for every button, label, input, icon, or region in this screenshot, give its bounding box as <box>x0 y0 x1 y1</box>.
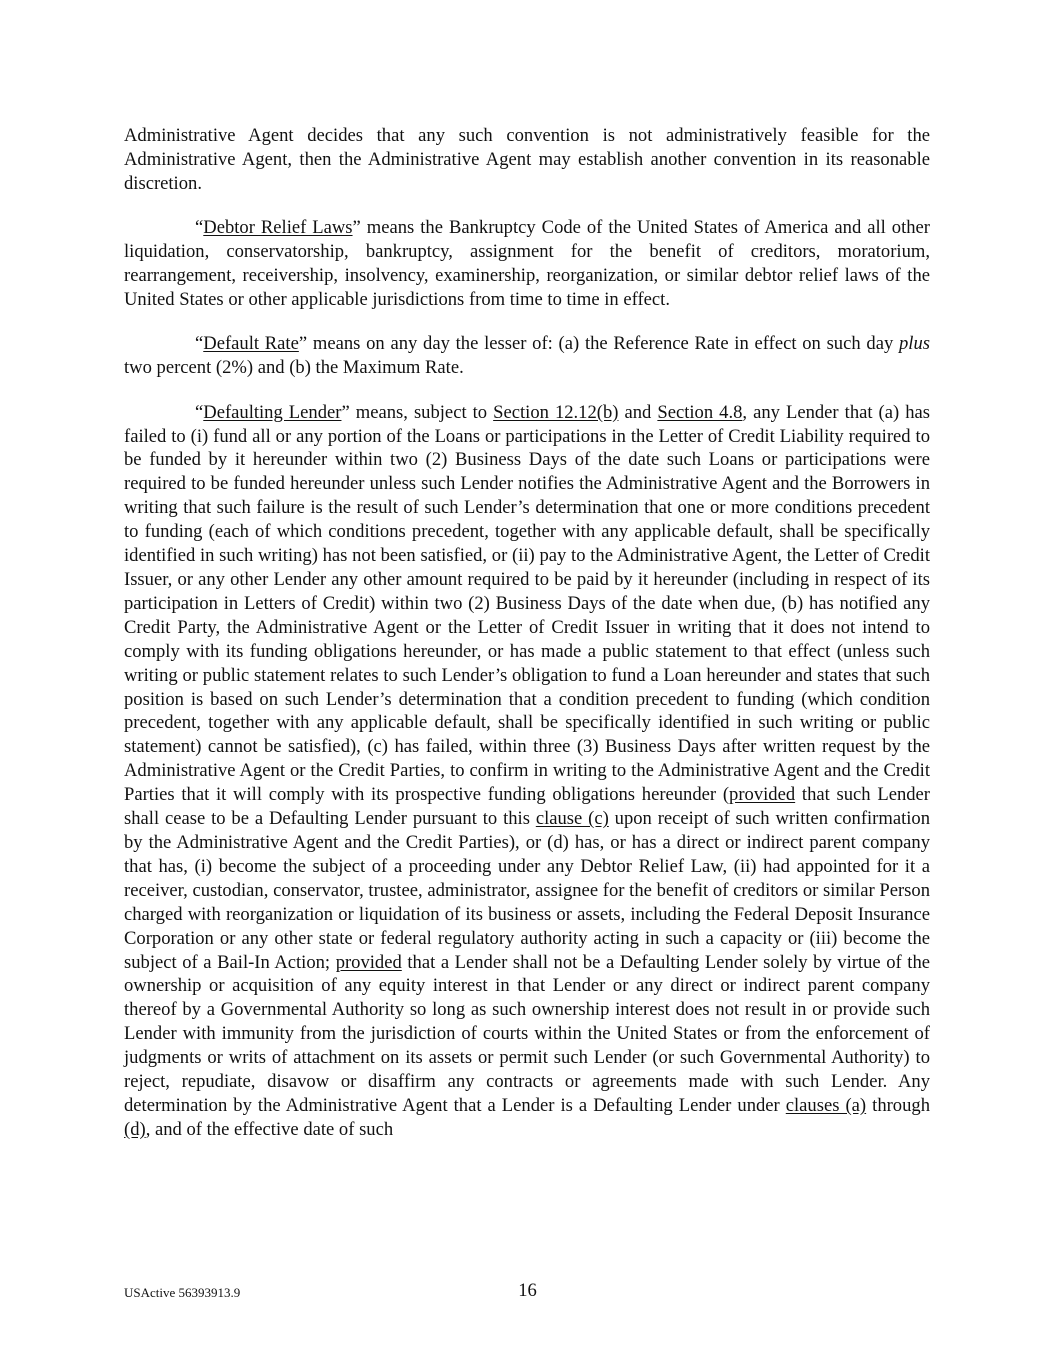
definition-body: upon receipt of such written confirmation by the Administrative Agent and the Credit Parties), or (d) has, or has a direct or indirect parent company that has, (i) become the subject of a proceeding under any Debtor Relief Law, (ii) had appointed for it a receiver, custodian, conservator, trustee, administrator, assignee for the benefit of creditors or similar Person charged with reorganization or liquidation of its business or assets, including the Federal Deposit Insurance Corporation or any other state or federal regulatory authority acting in such a capacity or (iii) become the subject of a Bail-In Action; <box>124 808 931 973</box>
defined-term: Defaulting Lender <box>203 401 342 423</box>
paragraph-continuation <box>124 124 930 196</box>
open-quote: “ <box>195 217 204 239</box>
open-quote: “ <box>195 333 204 355</box>
provided-term: provided <box>729 784 796 806</box>
provided-term: provided <box>335 951 402 973</box>
close-quote: ” <box>341 401 350 423</box>
definition-body: that such Lender shall cease to be a Defaulting Lender pursuant to this <box>124 784 931 830</box>
paragraph-text: Administrative Agent decides that any such convention is not administratively feasible for the Administrative Agent, then the Administrative Agent may establish another convention in its reasonable discretion. <box>124 125 930 194</box>
definition-body: that a Lender shall not be a Defaulting Lender solely by virtue of the ownership or acquisition of any equity interest in that Lender or any direct or indirect parent company thereof by a Governmental Authority so long as such ownership interest does not result in or provide such Lender with immunity from the jurisdiction of courts within the United States or from the enforcement of judgments or writs of attachment on its assets or permit such Lender (or such Governmental Authority) to reject, repudiate, disavow or disaffirm any contracts or agreements made with such Lender. Any determination by the Administrative Agent that a Lender is a Defaulting Lender under <box>124 951 930 1116</box>
close-quote: ” <box>298 333 308 355</box>
italic-plus: plus <box>899 333 930 355</box>
cross-reference-section-12-12-b: Section 12.12(b) <box>493 401 619 423</box>
cross-reference-section-4-8: Section 4.8 <box>657 401 743 423</box>
definition-body: means the Bankruptcy Code of the United States of America and all other liquidation, conservatorship, bankruptcy, assignment for the benefit of creditors, moratorium, rearrangement, receivership, insolvency, examinership, reorganization, or similar debtor relief laws of the United States or other applicable jurisdictions from time to time in effect. <box>124 217 930 310</box>
definition-defaulting-lender <box>124 401 930 1142</box>
definition-body: , any Lender that (a) has failed to (i) fund all or any portion of the Loans or participations in the Letter of Credit Liability required to be funded by it hereunder within two (2) Business Days of the date such Loans or participations were required to be funded hereunder unless such Lender notifies the Administrative Agent and the Borrowers in writing that such failure is the result of such Lender’s determination that one or more conditions precedent to funding (each of which conditions precedent, together with any applicable default, shall be specifically identified in such writing) has not been satisfied, or (ii) pay to the Administrative Agent, the Letter of Credit Issuer, or any other Lender any other amount required to be paid by it hereunder (including in respect of its participation in Letters of Credit) within two (2) Business Days of the date when due, (b) has notified any Credit Party, the Administrative Agent or the Letter of Credit Issuer in writing that it does not intend to comply with its funding obligations hereunder, or has made a public statement to that effect (unless such writing or public statement relates to such Lender’s obligation to fund a Loan hereunder and states that such position is based on such Lender’s determination that a condition precedent to funding (which condition precedent, together with any applicable default, shall be specifically identified in such writing or public statement) cannot be satisfied), (c) has failed, within three (3) Business Days after written request by the Administrative Agent or the Credit Parties, to confirm in writing to the Administrative Agent and the Credit Parties that it will comply with its prospective funding obligations hereunder ( <box>124 401 931 806</box>
close-quote: ” <box>352 217 361 239</box>
cross-reference-clauses-a: clauses (a) <box>785 1094 867 1116</box>
definition-body: , and of the effective date of such <box>145 1118 394 1140</box>
open-quote: “ <box>195 401 204 423</box>
definition-body: means on any day the lesser of: (a) the Reference Rate in effect on such day <box>307 333 899 355</box>
cross-reference-clause-d: (d) <box>124 1118 146 1140</box>
definition-body: through <box>866 1094 930 1116</box>
definition-body: and <box>618 401 658 423</box>
definition-default-rate <box>124 332 930 380</box>
defined-term: Debtor Relief Laws <box>203 217 353 239</box>
body-text <box>124 124 930 1162</box>
cross-reference-clause-c: clause (c) <box>535 808 609 830</box>
definition-debtor-relief-laws <box>124 216 930 312</box>
page-number: 16 <box>518 1280 537 1301</box>
footer-document-id: USActive 56393913.9 <box>124 1285 241 1300</box>
definition-body: means, subject to <box>349 401 494 423</box>
defined-term: Default Rate <box>203 333 299 355</box>
definition-body: two percent (2%) and (b) the Maximum Rate. <box>124 357 464 379</box>
